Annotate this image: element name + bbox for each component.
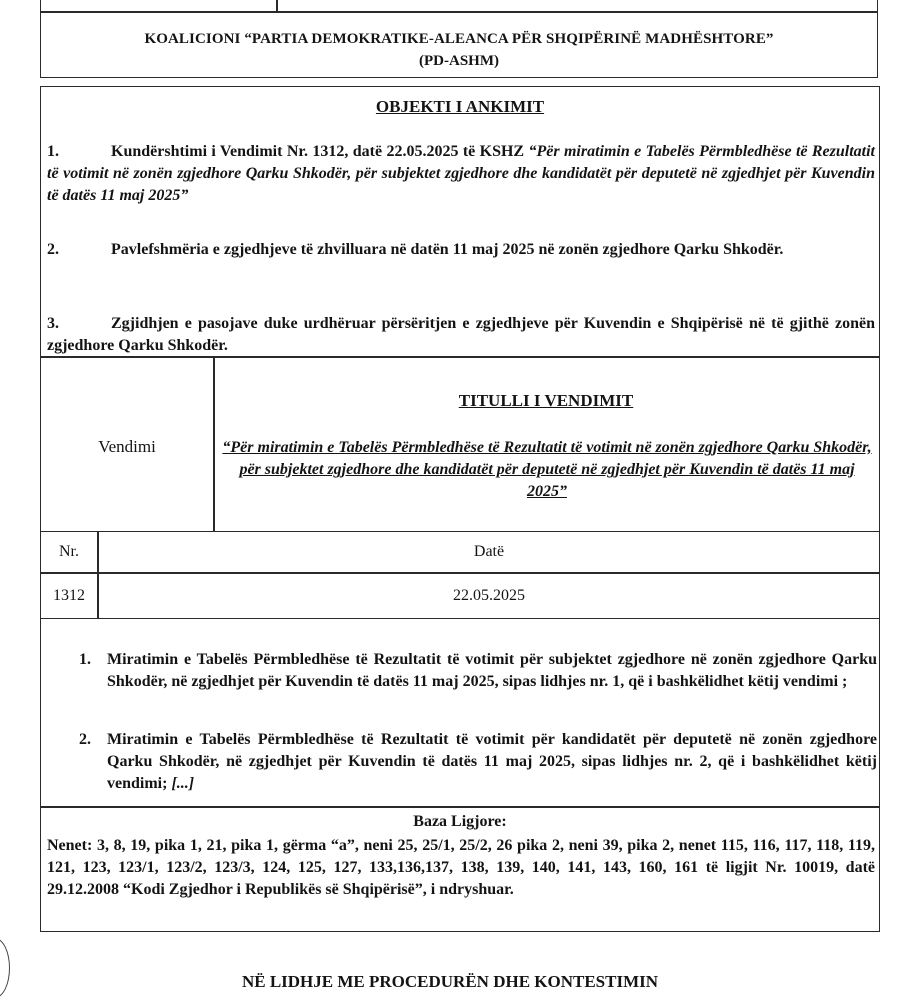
table-cell-date: 22.05.2025: [453, 587, 525, 604]
vendimi-title-heading: TITULLI I VENDIMIT: [458, 391, 634, 410]
objekti-item-3: [47, 313, 875, 357]
coalition-header-box: [40, 12, 878, 78]
table-header-date: Datë: [473, 543, 505, 560]
decision-item-1-number: 1.: [79, 651, 91, 668]
procedure-heading: NË LIDHJE ME PROCEDURËN DHE KONTESTIMIN: [241, 972, 659, 991]
coalition-name: KOALICIONI “PARTIA DEMOKRATIKE-ALEANCA PËR SHQIPËRINË MADHËSHTORE”: [144, 31, 774, 47]
table-row-divider: [41, 572, 879, 574]
previous-table-divider: [276, 0, 278, 12]
decision-number-table: [40, 531, 880, 619]
decision-item-2: [79, 729, 877, 795]
objekti-item-3-text: Zgjidhjen e pasojave duke urdhëruar përsëritjen e zgjedhjeve për Kuvendin e Shqipërisë në të gjithë zonën zgjedhore Qarku Shkodër.: [47, 315, 875, 354]
objekti-box: [40, 86, 880, 358]
table-header-nr: Nr.: [59, 543, 79, 560]
decisions-box: [40, 618, 880, 808]
objekti-item-1-italic: “Për miratimin e Tabelës Përmbledhëse të Rezultatit të votimit në zonën zgjedhore Qarku Shkodër, për subjektet zgjedhore dhe kandidatët për deputetë në zgjedhjet për Kuvendin të datës 11 maj 2025”: [47, 143, 876, 204]
vendimi-box: [40, 356, 880, 532]
coalition-abbrev: (PD-ASHM): [419, 53, 499, 69]
decision-item-2-ellipsis: [...]: [171, 775, 195, 792]
decision-item-1: [79, 649, 877, 693]
objekti-item-1-lead: Kundërshtimi i Vendimit Nr. 1312, datë 22.05.2025 të KSHZ: [111, 143, 529, 160]
objekti-item-2: [47, 239, 875, 261]
previous-table-fragment: [40, 0, 878, 12]
legal-basis-heading: Baza Ligjore:: [413, 813, 507, 830]
objekti-item-3-number: 3.: [47, 315, 59, 332]
objekti-item-1-number: 1.: [47, 143, 59, 160]
vendimi-divider: [213, 357, 215, 531]
objekti-heading: OBJEKTI I ANKIMIT: [375, 97, 545, 116]
objekti-item-2-text: Pavlefshmëria e zgjedhjeve të zhvilluara në datën 11 maj 2025 në zonën zgjedhore Qarku Shkodër.: [111, 241, 784, 258]
vendimi-label: Vendimi: [98, 437, 156, 456]
vendimi-title-text: “Për miratimin e Tabelës Përmbledhëse të Rezultatit të votimit në zonën zgjedhore Qarku Shkodër, për subjektet zgjedhore dhe kandidatët për deputetë në zgjedhjet për Kuvendin të datës 11 maj 2025”: [222, 439, 872, 500]
decision-item-2-text: Miratimin e Tabelës Përmbledhëse të Rezultatit të votimit për kandidatët për deputetë në zonën zgjedhore Qarku Shkodër, në zgjedhjet për Kuvendin të datës 11 maj 2025, sipas lidhjes nr. 2, që i bashkëlidhet këtij vendimi;: [107, 731, 877, 792]
table-cell-nr: 1312: [53, 587, 85, 604]
objekti-item-2-number: 2.: [47, 241, 59, 258]
decision-item-2-number: 2.: [79, 731, 91, 748]
legal-basis-box: [40, 806, 880, 932]
objekti-item-1: [47, 141, 875, 207]
legal-basis-text: Nenet: 3, 8, 19, pika 1, 21, pika 1, gërma “a”, neni 25, 25/1, 25/2, 26 pika 2, neni 39, pika 2, nenet 115, 116, 117, 118, 119, 121, 123, 123/1, 123/2, 123/3, 124, 125, 127, 133,136,137, 138, 139, 140, 141, 143, 160, 161 të ligjit Nr. 10019, datë 29.12.2008 “Kodi Zgjedhor i Republikës së Shqipërisë”, i ndryshuar.: [47, 837, 875, 898]
decision-item-1-text: Miratimin e Tabelës Përmbledhëse të Rezultatit të votimit për subjektet zgjedhore në zonën zgjedhore Qarku Shkodër, në zgjedhjet për Kuvendin të datës 11 maj 2025, sipas lidhjes nr. 1, që i bashkëlidhet këtij vendimi ;: [107, 651, 877, 690]
